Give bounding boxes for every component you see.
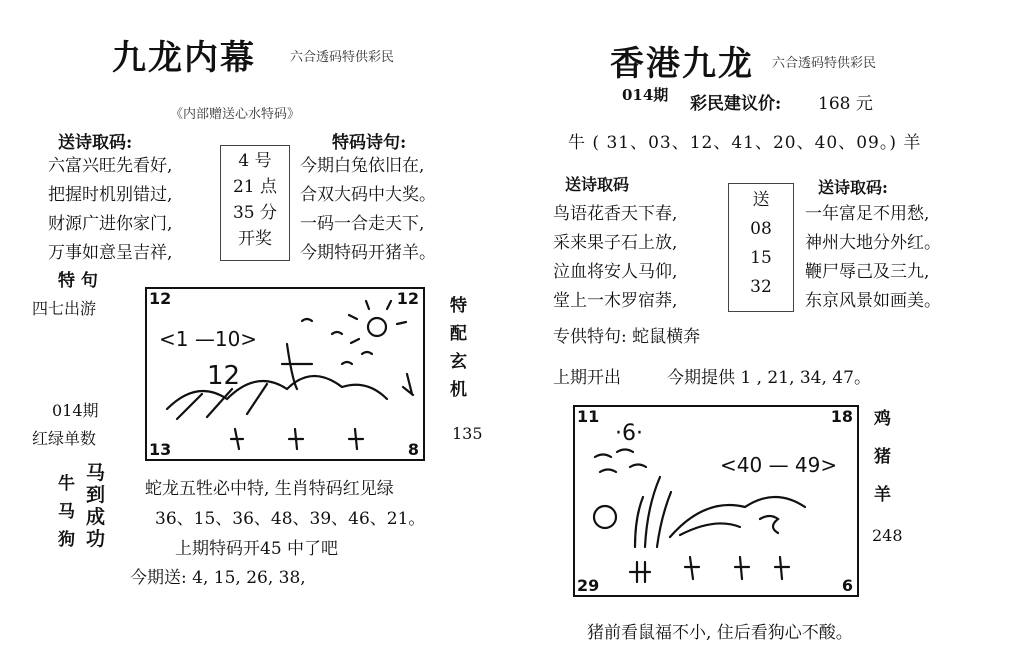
left-subtitle: 六合透码特供彩民 bbox=[290, 50, 395, 65]
box-line: 32 bbox=[750, 277, 772, 297]
box-line: 35 分 bbox=[232, 203, 278, 223]
right-corner-tr: 18 bbox=[830, 407, 853, 426]
left-tagline: 《内部赠送心水特码》 bbox=[170, 107, 301, 122]
box-line: 4 号 bbox=[238, 151, 272, 171]
right-sketch-circle: ·6· bbox=[615, 421, 643, 446]
right-special-line: 专供特句: 蛇鼠横奔 bbox=[553, 327, 701, 347]
grass-stalks bbox=[635, 477, 671, 547]
slogan-char: 马 bbox=[86, 462, 106, 484]
glyph-mark bbox=[630, 562, 650, 582]
vertical-char: 玄 bbox=[450, 352, 467, 372]
left-corner-br: 8 bbox=[407, 440, 419, 459]
right-provide-line: 今期提供 1 , 21, 34, 47。 bbox=[667, 368, 871, 388]
right-side-number: 248 bbox=[872, 526, 903, 545]
vertical-char: 机 bbox=[450, 380, 467, 400]
poem-line: 今期白兔依旧在, bbox=[300, 156, 425, 176]
poem-line: 东京风景如画美。 bbox=[805, 291, 941, 311]
poem-line: 一码一合走天下, bbox=[300, 214, 425, 234]
bird-marks bbox=[595, 450, 646, 473]
right-price-label: 彩民建议价: bbox=[690, 94, 782, 114]
left-special-phrase: 四七出游 bbox=[32, 299, 97, 318]
left-side-number: 135 bbox=[452, 424, 483, 443]
right-poem-right-header: 送诗取码: bbox=[818, 178, 888, 197]
poem-line: 今期特码开猪羊。 bbox=[300, 243, 436, 263]
right-subtitle: 六合透码特供彩民 bbox=[772, 56, 877, 71]
box-line: 15 bbox=[750, 248, 772, 268]
left-line1: 蛇龙五牲必中特, 生肖特码红见绿 bbox=[145, 479, 394, 499]
left-poem-right bbox=[300, 152, 436, 268]
right-title: 香港九龙 bbox=[610, 44, 754, 84]
arrow-mark bbox=[403, 374, 413, 395]
slogan-char: 成 bbox=[86, 506, 106, 528]
poem-line: 鞭尸辱己及三九, bbox=[805, 262, 930, 282]
left-sketch-drawing bbox=[147, 289, 423, 459]
slogan-char: 功 bbox=[86, 528, 106, 550]
poem-line: 六富兴旺先看好, bbox=[48, 156, 173, 176]
right-corner-bl: 29 bbox=[577, 576, 600, 595]
left-issue-caption: 红绿单数 bbox=[32, 429, 97, 448]
right-sketch-text: <40 — 49> bbox=[720, 453, 838, 477]
grass-marks bbox=[231, 429, 363, 449]
vertical-char: 配 bbox=[450, 324, 467, 344]
left-sketch-text: <1 —10> bbox=[159, 327, 258, 351]
three-mark bbox=[760, 516, 778, 533]
animal-char: 狗 bbox=[58, 530, 75, 550]
right-issue: 014期 bbox=[622, 86, 669, 104]
poem-line: 一年富足不用愁, bbox=[805, 204, 930, 224]
vertical-char: 羊 bbox=[874, 485, 891, 505]
slogan-char: 到 bbox=[86, 484, 106, 506]
left-vertical-label bbox=[450, 292, 467, 404]
left-line2: 36、15、36、48、39、46、21。 bbox=[155, 509, 426, 529]
poem-line: 万事如意呈吉祥, bbox=[48, 243, 173, 263]
vertical-char: 特 bbox=[450, 296, 467, 316]
right-poem-left bbox=[553, 200, 677, 316]
poem-line: 神州大地分外红。 bbox=[805, 233, 941, 253]
mountain-line bbox=[167, 376, 387, 409]
poem-line: 泣血将安人马仰, bbox=[553, 262, 678, 282]
right-corner-tl: 11 bbox=[577, 407, 600, 426]
right-poem-right bbox=[805, 200, 941, 316]
sun-mark bbox=[368, 318, 386, 336]
right-sketch-panel bbox=[573, 405, 859, 597]
right-bottom-line: 猪前看鼠福不小, 住后看狗心不酸。 bbox=[587, 623, 853, 643]
poem-line: 把握时机别错过, bbox=[48, 185, 173, 205]
right-vertical-label bbox=[874, 400, 891, 514]
right-numbers-line: 牛 ( 31、03、12、41、20、40、09。) 羊 bbox=[568, 133, 922, 153]
poem-line: 堂上一木罗宿莽, bbox=[553, 291, 678, 311]
left-line4: 今期送: 4, 15, 26, 38, bbox=[130, 568, 306, 588]
box-line: 21 点 bbox=[232, 177, 278, 197]
right-last-label: 上期开出 bbox=[553, 368, 621, 388]
left-corner-tl: 12 bbox=[149, 289, 172, 308]
right-corner-br: 6 bbox=[841, 576, 853, 595]
animal-char: 牛 bbox=[58, 474, 75, 494]
right-poem-left-header: 送诗取码 bbox=[565, 175, 630, 194]
animal-char: 马 bbox=[58, 502, 75, 522]
left-sketch-number: 12 bbox=[207, 361, 241, 391]
left-poem-right-header: 特码诗句: bbox=[332, 133, 407, 153]
left-animals-col1 bbox=[58, 470, 75, 554]
left-poem-left-header: 送诗取码: bbox=[58, 133, 133, 153]
vertical-char: 猪 bbox=[874, 447, 891, 467]
right-number-box bbox=[728, 183, 794, 312]
box-line: 开奖 bbox=[238, 229, 272, 249]
left-animals-col2 bbox=[86, 462, 105, 550]
box-line: 08 bbox=[750, 219, 772, 239]
grass-marks bbox=[685, 557, 789, 579]
left-corner-tr: 12 bbox=[396, 289, 419, 308]
box-line: 送 bbox=[752, 190, 770, 210]
left-sketch-panel bbox=[145, 287, 425, 461]
vertical-char: 鸡 bbox=[874, 409, 891, 429]
left-poem-left bbox=[48, 152, 172, 268]
poem-line: 财源广进你家门, bbox=[48, 214, 173, 234]
right-price: 168 元 bbox=[818, 94, 873, 114]
circle-mark bbox=[594, 506, 616, 528]
poem-line: 合双大码中大奖。 bbox=[300, 185, 436, 205]
hill-inner bbox=[680, 523, 740, 535]
poem-line: 采来果子石上放, bbox=[553, 233, 678, 253]
left-line3: 上期特码开45 中了吧 bbox=[175, 539, 339, 559]
bird-marks bbox=[302, 319, 372, 364]
left-draw-time-box bbox=[220, 145, 290, 261]
left-issue: 014期 bbox=[52, 401, 99, 420]
poem-line: 鸟语花香天下春, bbox=[553, 204, 678, 224]
left-title: 九龙内幕 bbox=[112, 38, 256, 78]
left-corner-bl: 13 bbox=[149, 440, 172, 459]
left-special-label: 特 句 bbox=[58, 271, 98, 291]
